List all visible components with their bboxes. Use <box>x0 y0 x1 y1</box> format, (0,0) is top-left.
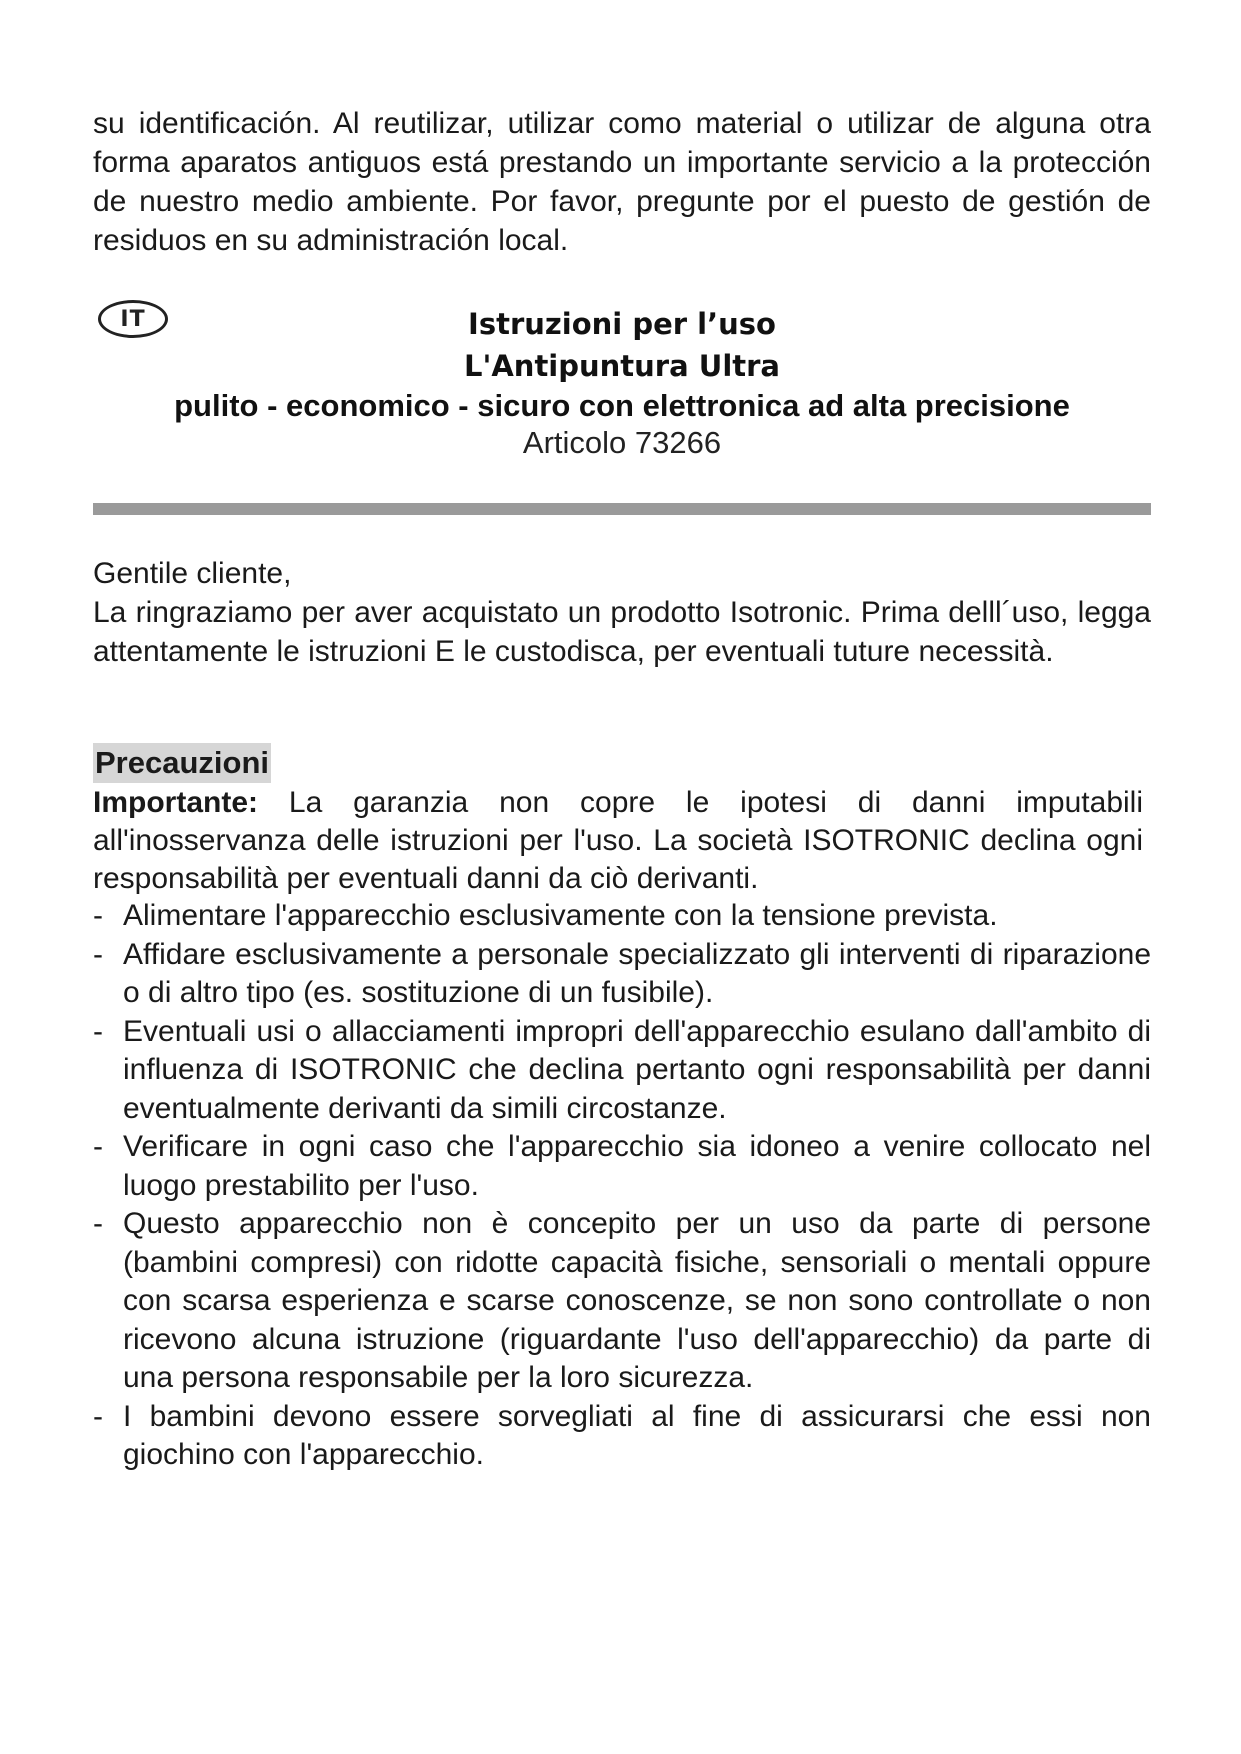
list-item-text: Questo apparecchio non è concepito per un uso da parte di persone (bambini compresi) con ridotte capacità fisiche, sensoriali o mentali oppure con scarsa esperienza e scarse conoscenze, se non sono controllate o non ricevono alcuna istruzione (riguardante l'uso dell'apparecchio) da parte di una persona responsabile per la loro sicurezza. <box>123 1207 1151 1394</box>
intro-paragraph <box>93 104 1151 260</box>
greeting-salutation: Gentile cliente, <box>93 557 292 590</box>
list-item-text: Verificare in ogni caso che l'apparecchio sia idoneo a venire collocato nel luogo prestabilito per l'uso. <box>123 1130 1151 1202</box>
italian-language-badge: IT <box>98 300 168 338</box>
intro-text: su identificación. Al reutilizar, utilizar como material o utilizar de alguna otra forma aparatos antiguos está prestando un importante servicio a la protección de nuestro medio ambiente. Por favor, pregunte por el puesto de gestión de residuos en su administración local. <box>93 107 1151 257</box>
important-label: Importante: <box>93 786 258 819</box>
header-tagline: pulito - economico - sicuro con elettronica ad alta precisione <box>174 388 1070 423</box>
list-item <box>93 897 1151 936</box>
document-header <box>93 303 1151 461</box>
bullet-dash: - <box>93 899 103 932</box>
header-title: Istruzioni per l’uso <box>468 307 776 341</box>
greeting-body: La ringraziamo per aver acquistato un prodotto Isotronic. Prima delll´uso, legga attentamente le istruzioni E le custodisca, per eventuali tuture necessità. <box>93 596 1151 668</box>
bullet-dash: - <box>93 1014 103 1048</box>
important-text: La garanzia non copre le ipotesi di danni imputabili all'inosservanza delle istruzioni per l'uso. La società ISOTRONIC declina ogni responsabilità per eventuali danni da ciò derivanti. <box>93 786 1143 895</box>
greeting-section <box>93 554 1151 671</box>
header-product-name: L'Antipuntura Ultra <box>464 349 780 383</box>
list-item <box>93 936 1151 1013</box>
list-item <box>93 1205 1151 1398</box>
precautions-heading: Precauzioni <box>93 743 271 783</box>
list-item-text: Eventuali usi o allacciamenti impropri dell'apparecchio esulano dall'ambito di influenza di ISOTRONIC che declina pertanto ogni responsabilità per danni eventualmente derivanti da simili circostanze. <box>123 1014 1151 1125</box>
section-divider <box>93 503 1151 515</box>
bullet-dash: - <box>93 1399 103 1433</box>
precautions-list <box>93 897 1151 1475</box>
list-item <box>93 1013 1151 1129</box>
list-item-text: Alimentare l'apparecchio esclusivamente con la tensione prevista. <box>123 899 998 932</box>
list-item <box>93 1398 1151 1475</box>
list-item-text: I bambini devono essere sorvegliati al fine di assicurarsi che essi non giochino con l'apparecchio. <box>123 1399 1151 1471</box>
list-item <box>93 1128 1151 1205</box>
list-item-text: Affidare esclusivamente a personale specializzato gli interventi di riparazione o di altro tipo (es. sostituzione di un fusibile). <box>123 937 1151 1009</box>
important-notice <box>93 784 1143 898</box>
header-article-number: Articolo 73266 <box>522 425 722 460</box>
bullet-dash: - <box>93 1130 103 1163</box>
bullet-dash: - <box>93 937 103 971</box>
bullet-dash: - <box>93 1207 103 1240</box>
